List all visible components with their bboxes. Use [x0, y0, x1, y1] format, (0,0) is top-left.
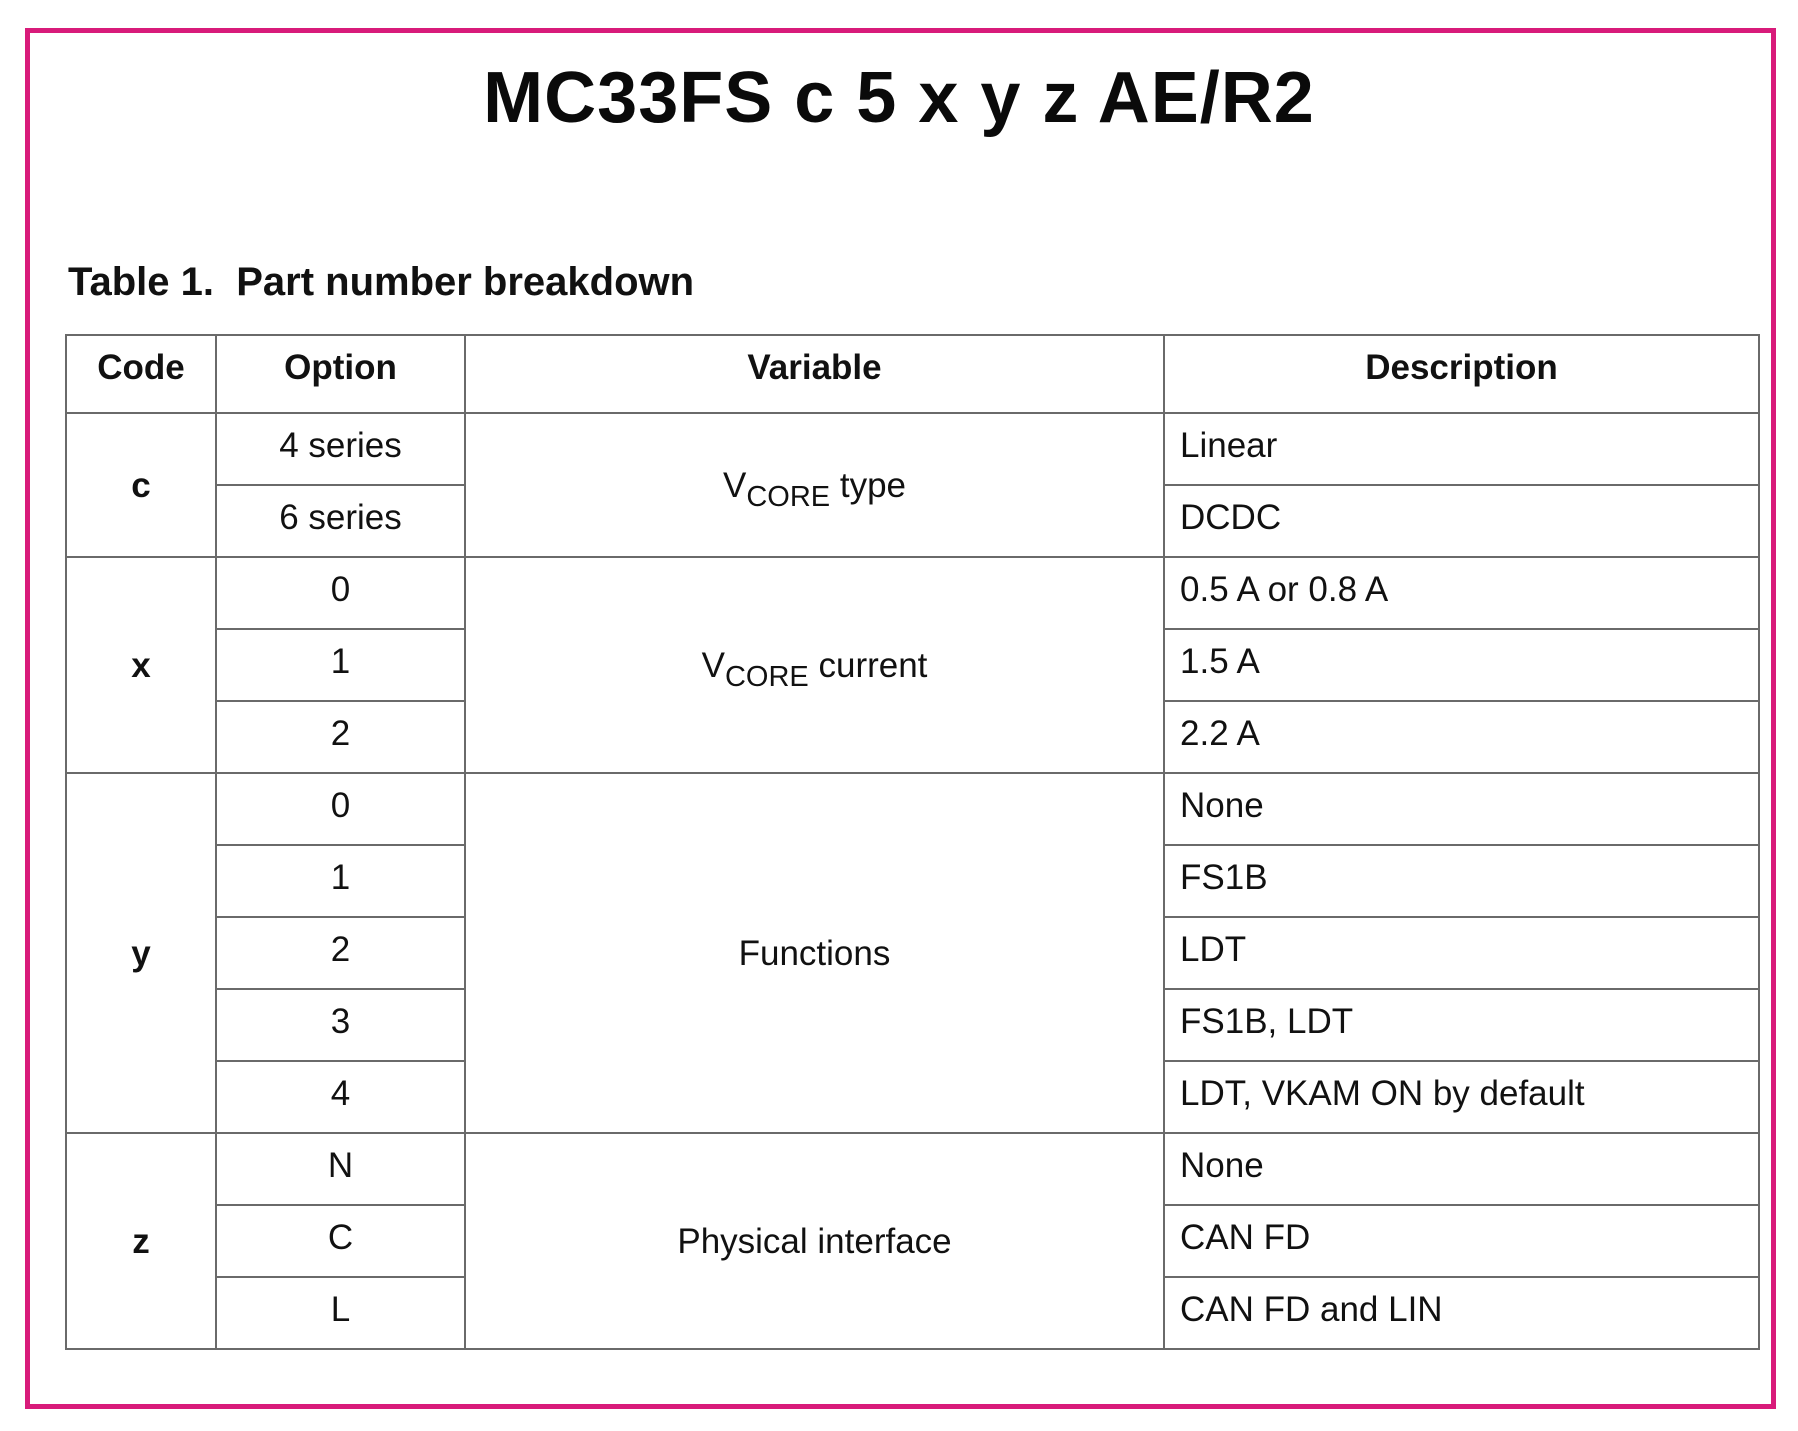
table-row	[66, 1133, 1759, 1205]
description-cell: None	[1164, 1133, 1759, 1205]
variable-base: V	[722, 465, 747, 505]
variable-cell	[465, 773, 1164, 1133]
variable-cell	[465, 1133, 1164, 1349]
description-cell: CAN FD and LIN	[1164, 1277, 1759, 1349]
description-cell: LDT, VKAM ON by default	[1164, 1061, 1759, 1133]
variable-subscript: CORE	[724, 660, 809, 693]
option-cell: L	[216, 1277, 465, 1349]
table-row	[66, 773, 1759, 845]
table-row	[66, 557, 1759, 629]
header-variable: Variable	[465, 335, 1164, 413]
variable-suffix: type	[830, 465, 907, 505]
description-cell: FS1B	[1164, 845, 1759, 917]
variable-suffix: current	[808, 645, 928, 685]
option-cell: 2	[216, 917, 465, 989]
variable-cell	[465, 557, 1164, 773]
option-cell: 6 series	[216, 485, 465, 557]
description-cell: CAN FD	[1164, 1205, 1759, 1277]
variable-base: V	[701, 645, 725, 685]
option-cell: C	[216, 1205, 465, 1277]
code-cell: y	[66, 773, 216, 1133]
description-cell: None	[1164, 773, 1759, 845]
part-number-title: MC33FS c 5 x y z AE/R2	[483, 58, 1315, 138]
option-cell: N	[216, 1133, 465, 1205]
code-cell: c	[66, 413, 216, 557]
table-caption: Table 1. Part number breakdown	[68, 260, 695, 304]
option-cell: 0	[216, 557, 465, 629]
table-row	[66, 413, 1759, 485]
code-cell: z	[66, 1133, 216, 1349]
header-description: Description	[1164, 335, 1759, 413]
header-option: Option	[216, 335, 465, 413]
option-cell: 4	[216, 1061, 465, 1133]
variable-base: Physical interface	[677, 1221, 952, 1261]
description-cell: DCDC	[1164, 485, 1759, 557]
option-cell: 1	[216, 629, 465, 701]
description-cell: FS1B, LDT	[1164, 989, 1759, 1061]
table-header-row	[66, 335, 1759, 413]
variable-cell	[465, 413, 1164, 557]
option-cell: 4 series	[216, 413, 465, 485]
option-cell: 0	[216, 773, 465, 845]
variable-base: Functions	[738, 933, 891, 973]
option-cell: 2	[216, 701, 465, 773]
header-code: Code	[66, 335, 216, 413]
variable-subscript: CORE	[746, 480, 831, 513]
option-cell: 1	[216, 845, 465, 917]
code-cell: x	[66, 557, 216, 773]
description-cell: LDT	[1164, 917, 1759, 989]
description-cell: 1.5 A	[1164, 629, 1759, 701]
part-number-breakdown-table	[65, 334, 1760, 1350]
description-cell: Linear	[1164, 413, 1759, 485]
option-cell: 3	[216, 989, 465, 1061]
description-cell: 2.2 A	[1164, 701, 1759, 773]
description-cell: 0.5 A or 0.8 A	[1164, 557, 1759, 629]
